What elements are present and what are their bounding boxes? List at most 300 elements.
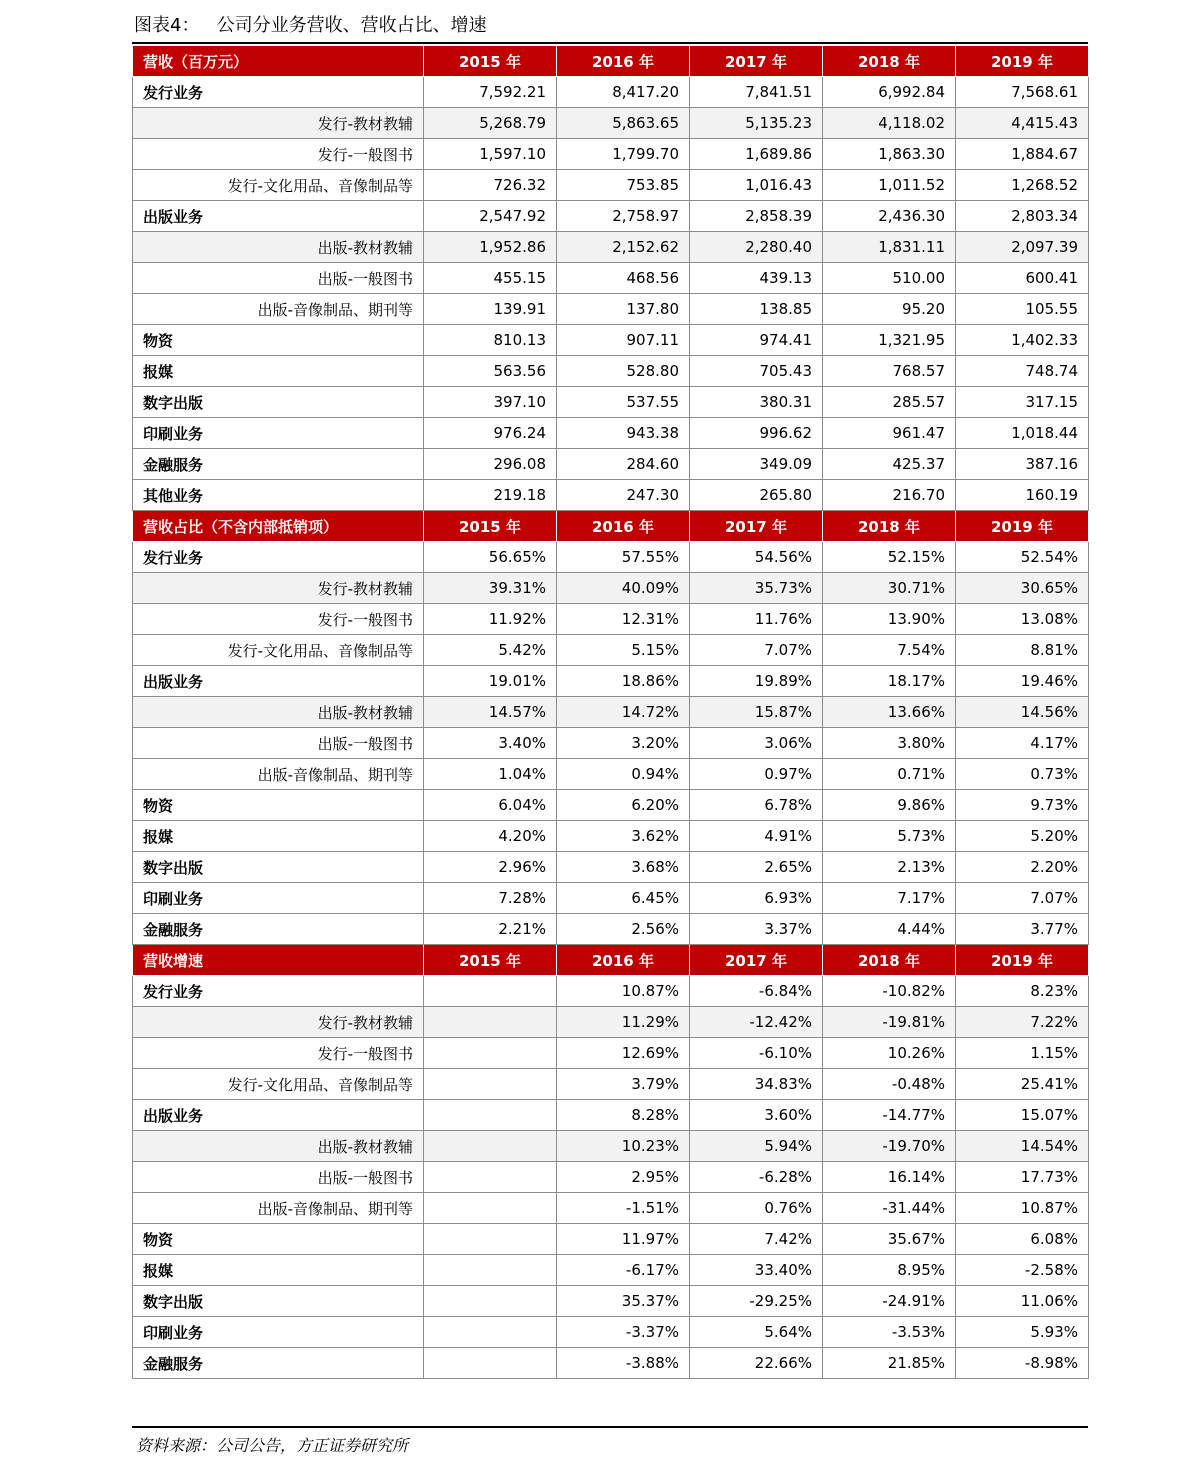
value-cell: 0.73% — [956, 759, 1089, 790]
row-label: 报媒 — [133, 821, 424, 852]
value-cell: 2,758.97 — [557, 201, 690, 232]
value-cell: 6.08% — [956, 1224, 1089, 1255]
value-cell: 30.65% — [956, 573, 1089, 604]
value-cell: 2.21% — [424, 914, 557, 945]
value-cell: 13.08% — [956, 604, 1089, 635]
row-label: 发行业务 — [133, 976, 424, 1007]
year-header: 2017 年 — [690, 945, 823, 976]
value-cell: -1.51% — [557, 1193, 690, 1224]
value-cell: 6.20% — [557, 790, 690, 821]
value-cell: 1.04% — [424, 759, 557, 790]
value-cell: 810.13 — [424, 325, 557, 356]
value-cell: 7.42% — [690, 1224, 823, 1255]
value-cell: 10.26% — [823, 1038, 956, 1069]
value-cell: 52.15% — [823, 542, 956, 573]
table-row — [133, 263, 1089, 294]
value-cell: 528.80 — [557, 356, 690, 387]
value-cell: -29.25% — [690, 1286, 823, 1317]
value-cell: -19.81% — [823, 1007, 956, 1038]
value-cell: 1,952.86 — [424, 232, 557, 263]
value-cell: 6,992.84 — [823, 77, 956, 108]
value-cell: 8.95% — [823, 1255, 956, 1286]
value-cell: 296.08 — [424, 449, 557, 480]
table-row — [133, 914, 1089, 945]
table-row — [133, 821, 1089, 852]
value-cell: 5.94% — [690, 1131, 823, 1162]
value-cell: 137.80 — [557, 294, 690, 325]
value-cell: 5.64% — [690, 1317, 823, 1348]
value-cell: 9.73% — [956, 790, 1089, 821]
value-cell — [424, 1224, 557, 1255]
value-cell: -31.44% — [823, 1193, 956, 1224]
value-cell: 3.80% — [823, 728, 956, 759]
value-cell: 2.13% — [823, 852, 956, 883]
row-label: 出版-一般图书 — [133, 728, 424, 759]
value-cell: 5,135.23 — [690, 108, 823, 139]
value-cell: 468.56 — [557, 263, 690, 294]
value-cell: 5.15% — [557, 635, 690, 666]
value-cell: 6.78% — [690, 790, 823, 821]
value-cell: 11.97% — [557, 1224, 690, 1255]
table-row — [133, 759, 1089, 790]
value-cell: 11.29% — [557, 1007, 690, 1038]
value-cell: 2,803.34 — [956, 201, 1089, 232]
value-cell: 34.83% — [690, 1069, 823, 1100]
value-cell: 2.96% — [424, 852, 557, 883]
value-cell — [424, 1348, 557, 1379]
value-cell: 40.09% — [557, 573, 690, 604]
table-row — [133, 976, 1089, 1007]
year-header: 2017 年 — [690, 511, 823, 542]
value-cell: 10.23% — [557, 1131, 690, 1162]
value-cell: 1,011.52 — [823, 170, 956, 201]
value-cell: 5,268.79 — [424, 108, 557, 139]
row-label: 发行-文化用品、音像制品等 — [133, 170, 424, 201]
table-row — [133, 356, 1089, 387]
value-cell: -19.70% — [823, 1131, 956, 1162]
value-cell: 563.56 — [424, 356, 557, 387]
value-cell: 2.56% — [557, 914, 690, 945]
table-row — [133, 480, 1089, 511]
value-cell: 14.57% — [424, 697, 557, 728]
table-row — [133, 666, 1089, 697]
value-cell: 7,592.21 — [424, 77, 557, 108]
value-cell: 2.65% — [690, 852, 823, 883]
value-cell: 425.37 — [823, 449, 956, 480]
value-cell: 15.87% — [690, 697, 823, 728]
value-cell: 21.85% — [823, 1348, 956, 1379]
value-cell: 13.90% — [823, 604, 956, 635]
value-cell: 3.60% — [690, 1100, 823, 1131]
table-row — [133, 1255, 1089, 1286]
value-cell: 943.38 — [557, 418, 690, 449]
value-cell: 14.56% — [956, 697, 1089, 728]
row-label: 出版-音像制品、期刊等 — [133, 294, 424, 325]
value-cell — [424, 1069, 557, 1100]
value-cell: 5.42% — [424, 635, 557, 666]
value-cell: -14.77% — [823, 1100, 956, 1131]
row-label: 发行-教材教辅 — [133, 1007, 424, 1038]
value-cell: 387.16 — [956, 449, 1089, 480]
table-row — [133, 1131, 1089, 1162]
year-header: 2016 年 — [557, 945, 690, 976]
value-cell: 6.45% — [557, 883, 690, 914]
value-cell: 5.20% — [956, 821, 1089, 852]
value-cell: 18.17% — [823, 666, 956, 697]
table-row — [133, 1038, 1089, 1069]
value-cell: 1,884.67 — [956, 139, 1089, 170]
table-row — [133, 325, 1089, 356]
value-cell: 976.24 — [424, 418, 557, 449]
row-label: 出版-教材教辅 — [133, 697, 424, 728]
row-label: 发行-文化用品、音像制品等 — [133, 635, 424, 666]
year-header: 2019 年 — [956, 511, 1089, 542]
value-cell: 510.00 — [823, 263, 956, 294]
year-header: 2018 年 — [823, 46, 956, 77]
table-row — [133, 77, 1089, 108]
value-cell: 455.15 — [424, 263, 557, 294]
value-cell: 7.17% — [823, 883, 956, 914]
value-cell: 11.76% — [690, 604, 823, 635]
value-cell: 1,597.10 — [424, 139, 557, 170]
table-row — [133, 1348, 1089, 1379]
value-cell: 753.85 — [557, 170, 690, 201]
table-row — [133, 1317, 1089, 1348]
value-cell: 216.70 — [823, 480, 956, 511]
year-header: 2018 年 — [823, 945, 956, 976]
value-cell: 4,415.43 — [956, 108, 1089, 139]
value-cell — [424, 1162, 557, 1193]
value-cell: 7.28% — [424, 883, 557, 914]
caption-rule — [132, 42, 1088, 44]
value-cell: 13.66% — [823, 697, 956, 728]
value-cell: 284.60 — [557, 449, 690, 480]
row-label: 发行-一般图书 — [133, 1038, 424, 1069]
section-title: 营收增速 — [133, 945, 424, 976]
row-label: 物资 — [133, 790, 424, 821]
value-cell: 8.28% — [557, 1100, 690, 1131]
value-cell: 996.62 — [690, 418, 823, 449]
value-cell: -12.42% — [690, 1007, 823, 1038]
value-cell: -10.82% — [823, 976, 956, 1007]
value-cell: 3.06% — [690, 728, 823, 759]
row-label: 发行业务 — [133, 77, 424, 108]
value-cell: -2.58% — [956, 1255, 1089, 1286]
value-cell: 1.15% — [956, 1038, 1089, 1069]
value-cell: 961.47 — [823, 418, 956, 449]
value-cell: 9.86% — [823, 790, 956, 821]
value-cell — [424, 1193, 557, 1224]
table-row — [133, 604, 1089, 635]
value-cell: 265.80 — [690, 480, 823, 511]
value-cell: 30.71% — [823, 573, 956, 604]
value-cell: 1,018.44 — [956, 418, 1089, 449]
value-cell: 1,016.43 — [690, 170, 823, 201]
value-cell: 54.56% — [690, 542, 823, 573]
value-cell: 52.54% — [956, 542, 1089, 573]
value-cell: -8.98% — [956, 1348, 1089, 1379]
table-row — [133, 697, 1089, 728]
value-cell — [424, 1286, 557, 1317]
year-header: 2019 年 — [956, 46, 1089, 77]
value-cell: 907.11 — [557, 325, 690, 356]
row-label: 出版-音像制品、期刊等 — [133, 1193, 424, 1224]
value-cell: 16.14% — [823, 1162, 956, 1193]
value-cell: 8.81% — [956, 635, 1089, 666]
value-cell: 726.32 — [424, 170, 557, 201]
value-cell: 7.54% — [823, 635, 956, 666]
row-label: 金融服务 — [133, 449, 424, 480]
value-cell: 2,547.92 — [424, 201, 557, 232]
value-cell: 0.71% — [823, 759, 956, 790]
table-row — [133, 201, 1089, 232]
value-cell: 247.30 — [557, 480, 690, 511]
value-cell: 317.15 — [956, 387, 1089, 418]
row-label: 出版-音像制品、期刊等 — [133, 759, 424, 790]
row-label: 出版-一般图书 — [133, 1162, 424, 1193]
row-label: 发行-教材教辅 — [133, 573, 424, 604]
year-header: 2015 年 — [424, 46, 557, 77]
value-cell: 138.85 — [690, 294, 823, 325]
value-cell: -6.28% — [690, 1162, 823, 1193]
section-title: 营收（百万元） — [133, 46, 424, 77]
row-label: 数字出版 — [133, 387, 424, 418]
row-label: 印刷业务 — [133, 883, 424, 914]
value-cell: 1,863.30 — [823, 139, 956, 170]
table-row — [133, 1100, 1089, 1131]
value-cell: 0.76% — [690, 1193, 823, 1224]
table-row — [133, 542, 1089, 573]
value-cell: 2,280.40 — [690, 232, 823, 263]
value-cell: 19.01% — [424, 666, 557, 697]
value-cell: 8,417.20 — [557, 77, 690, 108]
row-label: 出版-教材教辅 — [133, 232, 424, 263]
table-row — [133, 139, 1089, 170]
row-label: 物资 — [133, 325, 424, 356]
row-label: 出版-一般图书 — [133, 263, 424, 294]
value-cell: 57.55% — [557, 542, 690, 573]
value-cell: 7.07% — [690, 635, 823, 666]
row-label: 其他业务 — [133, 480, 424, 511]
value-cell: 11.92% — [424, 604, 557, 635]
source-note: 资料来源：公司公告，方正证券研究所 — [136, 1436, 409, 1455]
value-cell: 7.07% — [956, 883, 1089, 914]
row-label: 物资 — [133, 1224, 424, 1255]
year-header: 2018 年 — [823, 511, 956, 542]
value-cell — [424, 1255, 557, 1286]
table-row — [133, 449, 1089, 480]
value-cell: 1,321.95 — [823, 325, 956, 356]
value-cell: -0.48% — [823, 1069, 956, 1100]
row-label: 数字出版 — [133, 852, 424, 883]
value-cell: 19.46% — [956, 666, 1089, 697]
table-body — [133, 46, 1089, 1379]
row-label: 发行-一般图书 — [133, 604, 424, 635]
table-row — [133, 573, 1089, 604]
value-cell: 3.77% — [956, 914, 1089, 945]
year-header: 2016 年 — [557, 46, 690, 77]
value-cell: 4,118.02 — [823, 108, 956, 139]
value-cell: 18.86% — [557, 666, 690, 697]
table-row — [133, 387, 1089, 418]
value-cell: -3.53% — [823, 1317, 956, 1348]
table-row — [133, 728, 1089, 759]
value-cell: -3.37% — [557, 1317, 690, 1348]
value-cell: 35.37% — [557, 1286, 690, 1317]
value-cell: 35.73% — [690, 573, 823, 604]
row-label: 发行-文化用品、音像制品等 — [133, 1069, 424, 1100]
value-cell: 3.40% — [424, 728, 557, 759]
value-cell: 14.72% — [557, 697, 690, 728]
value-cell: 22.66% — [690, 1348, 823, 1379]
value-cell: 35.67% — [823, 1224, 956, 1255]
table-row — [133, 170, 1089, 201]
value-cell: 2,436.30 — [823, 201, 956, 232]
value-cell: 1,402.33 — [956, 325, 1089, 356]
value-cell: 7.22% — [956, 1007, 1089, 1038]
value-cell: 6.04% — [424, 790, 557, 821]
value-cell: 537.55 — [557, 387, 690, 418]
value-cell: 285.57 — [823, 387, 956, 418]
section-header-row — [133, 511, 1089, 542]
year-header: 2015 年 — [424, 511, 557, 542]
value-cell — [424, 1131, 557, 1162]
value-cell: 748.74 — [956, 356, 1089, 387]
value-cell: 0.97% — [690, 759, 823, 790]
value-cell: 17.73% — [956, 1162, 1089, 1193]
table-row — [133, 883, 1089, 914]
value-cell: 95.20 — [823, 294, 956, 325]
value-cell: 10.87% — [557, 976, 690, 1007]
value-cell: 600.41 — [956, 263, 1089, 294]
section-header-row — [133, 46, 1089, 77]
value-cell: 11.06% — [956, 1286, 1089, 1317]
table-row — [133, 1286, 1089, 1317]
value-cell: 56.65% — [424, 542, 557, 573]
row-label: 出版业务 — [133, 201, 424, 232]
row-label: 印刷业务 — [133, 1317, 424, 1348]
value-cell: 12.69% — [557, 1038, 690, 1069]
table-row — [133, 108, 1089, 139]
table-row — [133, 1162, 1089, 1193]
row-label: 印刷业务 — [133, 418, 424, 449]
value-cell: 4.20% — [424, 821, 557, 852]
value-cell: 3.62% — [557, 821, 690, 852]
table-row — [133, 1224, 1089, 1255]
row-label: 出版业务 — [133, 666, 424, 697]
value-cell: 2.20% — [956, 852, 1089, 883]
value-cell: -6.17% — [557, 1255, 690, 1286]
value-cell: 39.31% — [424, 573, 557, 604]
section-title: 营收占比（不含内部抵销项） — [133, 511, 424, 542]
business-revenue-table — [132, 45, 1089, 1379]
value-cell: 2,097.39 — [956, 232, 1089, 263]
value-cell: 8.23% — [956, 976, 1089, 1007]
value-cell: 160.19 — [956, 480, 1089, 511]
row-label: 金融服务 — [133, 914, 424, 945]
value-cell: 219.18 — [424, 480, 557, 511]
value-cell: 15.07% — [956, 1100, 1089, 1131]
value-cell: 3.68% — [557, 852, 690, 883]
value-cell — [424, 1007, 557, 1038]
value-cell: 397.10 — [424, 387, 557, 418]
table-row — [133, 635, 1089, 666]
row-label: 报媒 — [133, 1255, 424, 1286]
value-cell: 1,689.86 — [690, 139, 823, 170]
value-cell: -24.91% — [823, 1286, 956, 1317]
value-cell: 139.91 — [424, 294, 557, 325]
value-cell: 3.79% — [557, 1069, 690, 1100]
row-label: 出版-教材教辅 — [133, 1131, 424, 1162]
row-label: 金融服务 — [133, 1348, 424, 1379]
row-label: 发行业务 — [133, 542, 424, 573]
value-cell: 7,568.61 — [956, 77, 1089, 108]
figure-caption: 图表4： 公司分业务营收、营收占比、增速 — [134, 15, 487, 36]
value-cell: 1,268.52 — [956, 170, 1089, 201]
value-cell: 6.93% — [690, 883, 823, 914]
value-cell: -6.10% — [690, 1038, 823, 1069]
value-cell — [424, 1317, 557, 1348]
table-bottom-rule — [132, 1426, 1088, 1428]
value-cell: 4.91% — [690, 821, 823, 852]
value-cell: -6.84% — [690, 976, 823, 1007]
section-header-row — [133, 945, 1089, 976]
value-cell: 12.31% — [557, 604, 690, 635]
value-cell: -3.88% — [557, 1348, 690, 1379]
value-cell: 33.40% — [690, 1255, 823, 1286]
value-cell: 705.43 — [690, 356, 823, 387]
value-cell: 4.44% — [823, 914, 956, 945]
table-row — [133, 232, 1089, 263]
value-cell: 380.31 — [690, 387, 823, 418]
value-cell: 3.37% — [690, 914, 823, 945]
value-cell: 10.87% — [956, 1193, 1089, 1224]
value-cell: 974.41 — [690, 325, 823, 356]
year-header: 2019 年 — [956, 945, 1089, 976]
year-header: 2016 年 — [557, 511, 690, 542]
value-cell: 1,799.70 — [557, 139, 690, 170]
value-cell: 768.57 — [823, 356, 956, 387]
value-cell: 1,831.11 — [823, 232, 956, 263]
value-cell: 5.73% — [823, 821, 956, 852]
row-label: 数字出版 — [133, 1286, 424, 1317]
value-cell: 0.94% — [557, 759, 690, 790]
row-label: 发行-一般图书 — [133, 139, 424, 170]
value-cell — [424, 976, 557, 1007]
value-cell: 349.09 — [690, 449, 823, 480]
table-row — [133, 294, 1089, 325]
value-cell: 3.20% — [557, 728, 690, 759]
value-cell: 7,841.51 — [690, 77, 823, 108]
table-row — [133, 1007, 1089, 1038]
table-row — [133, 790, 1089, 821]
value-cell: 5,863.65 — [557, 108, 690, 139]
value-cell — [424, 1038, 557, 1069]
table-row — [133, 852, 1089, 883]
value-cell: 2.95% — [557, 1162, 690, 1193]
value-cell: 105.55 — [956, 294, 1089, 325]
value-cell: 5.93% — [956, 1317, 1089, 1348]
row-label: 报媒 — [133, 356, 424, 387]
row-label: 出版业务 — [133, 1100, 424, 1131]
value-cell: 14.54% — [956, 1131, 1089, 1162]
value-cell: 4.17% — [956, 728, 1089, 759]
table-row — [133, 418, 1089, 449]
year-header: 2015 年 — [424, 945, 557, 976]
value-cell: 19.89% — [690, 666, 823, 697]
value-cell: 439.13 — [690, 263, 823, 294]
value-cell: 25.41% — [956, 1069, 1089, 1100]
